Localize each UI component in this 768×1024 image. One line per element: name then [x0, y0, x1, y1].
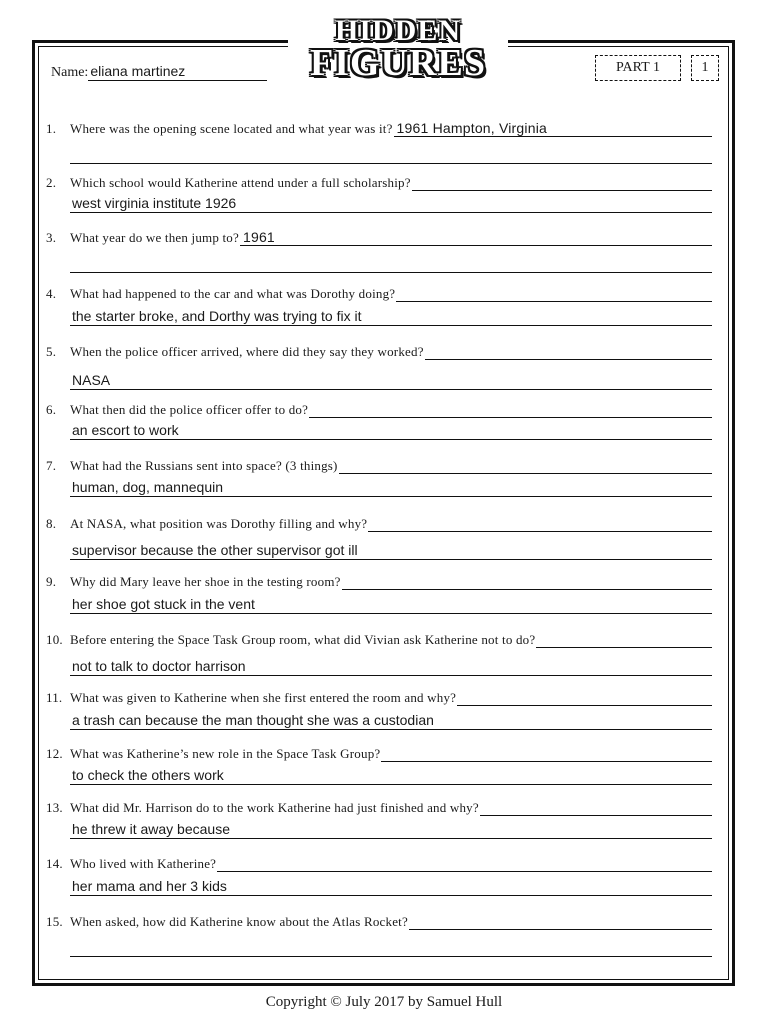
- question-line: [46, 570, 712, 590]
- question-1: [46, 117, 712, 164]
- question-10: [46, 628, 712, 676]
- worksheet-title: [288, 10, 508, 90]
- question-6: [46, 398, 712, 440]
- answer-field[interactable]: her mama and her 3 kids: [70, 877, 712, 896]
- question-number: 8.: [46, 516, 57, 531]
- answer-field[interactable]: he threw it away because: [70, 820, 712, 839]
- inline-answer-field[interactable]: [536, 631, 712, 648]
- inline-answer-field[interactable]: [396, 285, 712, 302]
- question-12: [46, 742, 712, 785]
- inline-answer-field[interactable]: 1961: [240, 229, 712, 246]
- question-text: Which school would Katherine attend under a full scholarship?: [70, 175, 411, 190]
- question-number: 11.: [46, 690, 63, 705]
- question-line: [46, 796, 712, 816]
- inline-answer-field[interactable]: [342, 573, 712, 590]
- question-line: [46, 454, 712, 474]
- question-number: 3.: [46, 230, 57, 245]
- question-number: 1.: [46, 121, 57, 136]
- answer-field[interactable]: her shoe got stuck in the vent: [70, 595, 712, 614]
- question-line: [46, 512, 712, 532]
- question-text: What did Mr. Harrison do to the work Katherine had just finished and why?: [70, 800, 479, 815]
- name-row: [51, 62, 267, 81]
- inline-answer-field[interactable]: [217, 855, 712, 872]
- question-line: [46, 686, 712, 706]
- question-text: What year do we then jump to?: [70, 230, 239, 245]
- question-line: [46, 742, 712, 762]
- answer-field[interactable]: not to talk to doctor harrison: [70, 657, 712, 676]
- question-text: What then did the police officer offer to do?: [70, 402, 309, 417]
- question-number: 13.: [46, 800, 63, 815]
- question-line: [46, 852, 712, 872]
- question-text: Where was the opening scene located and what year was it?: [70, 121, 393, 136]
- inline-answer-field[interactable]: 1961 Hampton, Virginia: [394, 120, 712, 137]
- name-label: Name:: [51, 65, 89, 80]
- question-text: What was Katherine’s new role in the Space Task Group?: [70, 746, 381, 761]
- answer-field[interactable]: an escort to work: [70, 421, 712, 440]
- name-field[interactable]: eliana martinez: [88, 62, 267, 81]
- question-4: [46, 282, 712, 326]
- question-number: 6.: [46, 402, 57, 417]
- question-line: [46, 628, 712, 648]
- inline-answer-field[interactable]: [339, 457, 712, 474]
- question-text: When asked, how did Katherine know about the Atlas Rocket?: [70, 914, 408, 929]
- answer-field[interactable]: human, dog, mannequin: [70, 478, 712, 497]
- inline-answer-field[interactable]: [425, 343, 712, 360]
- answer-field[interactable]: [70, 145, 712, 164]
- question-text: Before entering the Space Task Group room, what did Vivian ask Katherine not to do?: [70, 632, 536, 647]
- question-number: 9.: [46, 574, 57, 589]
- question-5: [46, 340, 712, 390]
- question-number: 14.: [46, 856, 63, 871]
- question-number: 7.: [46, 458, 57, 473]
- question-number: 10.: [46, 632, 63, 647]
- question-text: What was given to Katherine when she first entered the room and why?: [70, 690, 457, 705]
- question-number: 15.: [46, 914, 63, 929]
- answer-field[interactable]: [70, 254, 712, 273]
- question-number: 4.: [46, 286, 57, 301]
- answer-field[interactable]: supervisor because the other supervisor got ill: [70, 541, 712, 560]
- question-9: [46, 570, 712, 614]
- inline-answer-field[interactable]: [412, 174, 712, 191]
- answer-field[interactable]: NASA: [70, 371, 712, 390]
- question-line: [46, 340, 712, 360]
- question-text: What had the Russians sent into space? (3 things): [70, 458, 338, 473]
- question-line: [46, 226, 712, 246]
- question-number: 5.: [46, 344, 57, 359]
- question-11: [46, 686, 712, 730]
- page-number-box: 1: [691, 55, 719, 81]
- question-number: 12.: [46, 746, 63, 761]
- inline-answer-field[interactable]: [381, 745, 712, 762]
- question-line: [46, 398, 712, 418]
- question-line: [46, 117, 712, 137]
- question-7: [46, 454, 712, 497]
- inline-answer-field[interactable]: [309, 401, 712, 418]
- question-number: 2.: [46, 175, 57, 190]
- copyright-footer: Copyright © July 2017 by Samuel Hull: [265, 994, 503, 1010]
- title-line-1: HIDDEN: [334, 14, 461, 47]
- title-line-2: FIGURES: [310, 42, 486, 84]
- question-2: [46, 171, 712, 213]
- inline-answer-field[interactable]: [457, 689, 712, 706]
- question-line: [46, 171, 712, 191]
- inline-answer-field[interactable]: [409, 913, 712, 930]
- question-8: [46, 512, 712, 560]
- answer-field[interactable]: to check the others work: [70, 766, 712, 785]
- question-line: [46, 910, 712, 930]
- inline-answer-field[interactable]: [368, 515, 712, 532]
- question-text: At NASA, what position was Dorothy filling and why?: [70, 516, 368, 531]
- part-label-box: PART 1: [595, 55, 681, 81]
- answer-field[interactable]: the starter broke, and Dorthy was trying to fix it: [70, 307, 712, 326]
- answer-field[interactable]: west virginia institute 1926: [70, 194, 712, 213]
- question-text: Who lived with Katherine?: [70, 856, 217, 871]
- question-text: When the police officer arrived, where did they say they worked?: [70, 344, 424, 359]
- answer-field[interactable]: a trash can because the man thought she was a custodian: [70, 711, 712, 730]
- question-3: [46, 226, 712, 273]
- question-line: [46, 282, 712, 302]
- question-13: [46, 796, 712, 839]
- answer-field[interactable]: [70, 938, 712, 957]
- question-14: [46, 852, 712, 896]
- question-text: Why did Mary leave her shoe in the testing room?: [70, 574, 341, 589]
- question-15: [46, 910, 712, 957]
- inline-answer-field[interactable]: [480, 799, 712, 816]
- question-text: What had happened to the car and what was Dorothy doing?: [70, 286, 396, 301]
